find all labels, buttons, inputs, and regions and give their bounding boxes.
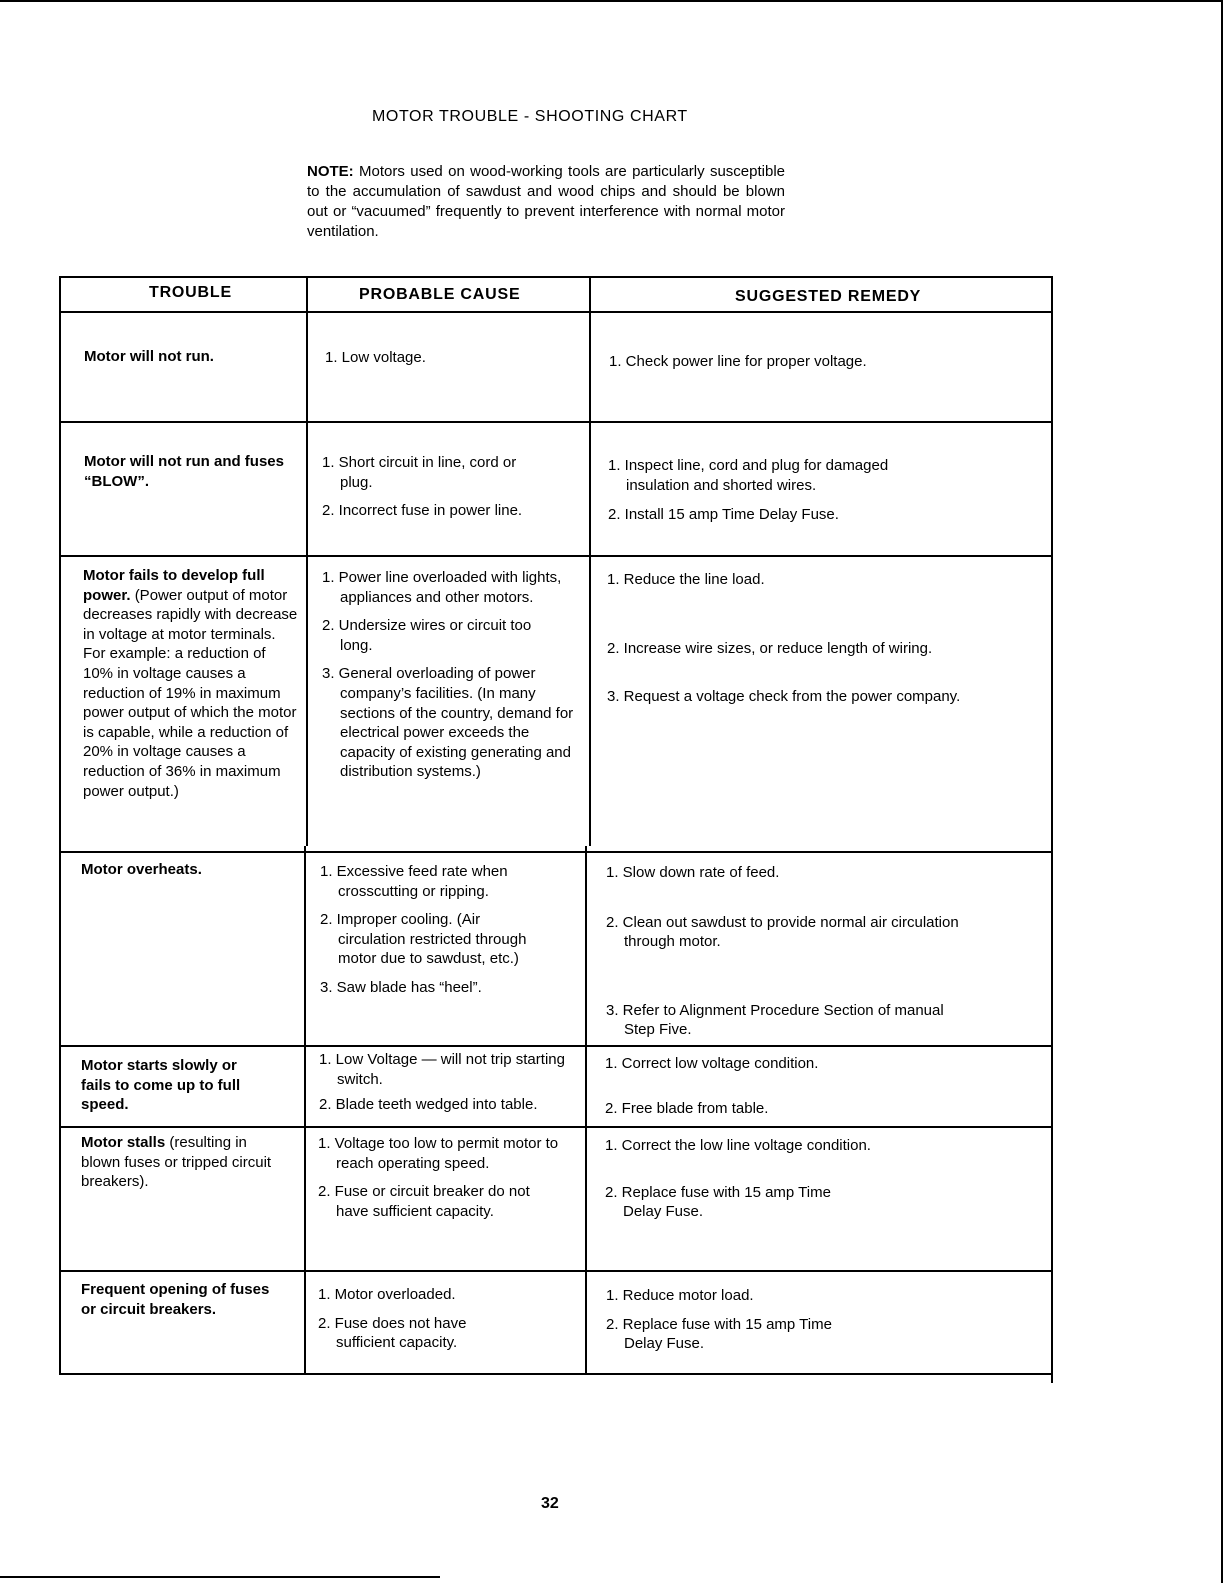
row-6-trouble-title: Motor stalls (81, 1134, 166, 1151)
row-4-causes (320, 862, 575, 998)
row-6-cause-2: 2. Fuse or circuit breaker do not have sufficient capacity. (318, 1183, 530, 1220)
row-3-trouble-title: Motor fails to develop full power. (83, 567, 265, 604)
column-divider-1-lower (304, 846, 306, 1374)
row-1-remedy-1: 1. Check power line for proper voltage. (609, 353, 867, 370)
row-4-trouble: Motor overheats. (81, 861, 202, 878)
row-2-causes (322, 453, 552, 521)
row-2-cause-2: 2. Incorrect fuse in power line. (322, 502, 523, 520)
row-4-remedy-2: 2. Clean out sawdust to provide normal air circulation through motor. (606, 913, 959, 951)
column-divider-2 (589, 276, 591, 846)
column-divider-2-lower (585, 846, 587, 1374)
row-3-trouble (83, 566, 298, 801)
header-probable-cause: PROBABLE CAUSE (359, 286, 521, 303)
row-6-remedy-1: 1. Correct the low line voltage condition. (605, 1137, 871, 1154)
row-6-trouble (81, 1133, 286, 1192)
row-2-remedy-2: 2. Install 15 amp Time Delay Fuse. (608, 506, 839, 524)
row-3-cause-1: 1. Power line overloaded with lights, appliances and other motors. (322, 569, 562, 606)
row-2-remedy-1: 1. Inspect line, cord and plug for damaged insulation and shorted wires. (608, 457, 889, 494)
row-divider-1 (59, 421, 1053, 423)
column-divider-1 (306, 276, 308, 846)
row-2-trouble: Motor will not run and fuses “BLOW”. (84, 453, 284, 490)
row-2-remedies (608, 456, 953, 525)
row-5-remedy-1: 1. Correct low voltage condition. (605, 1055, 819, 1072)
row-1-cause-1: 1. Low voltage. (325, 349, 426, 366)
row-6-cause-1: 1. Voltage too low to permit motor to reach operating speed. (318, 1135, 559, 1172)
row-3-causes (322, 568, 577, 782)
row-divider-6 (59, 1270, 1053, 1272)
row-4-remedy-1: 1. Slow down rate of feed. (606, 864, 780, 881)
row-5-remedy-2: 2. Free blade from table. (605, 1099, 769, 1117)
page-bottom-rule (0, 1576, 440, 1578)
row-6-trouble-note: (resulting in blown fuses or tripped circuit breakers). (81, 1134, 272, 1191)
row-3-cause-3: 3. General overloading of power company’s facilities. (In many sections of the country, demand for electrical power exceeds the capacity of existing generating and distribution systems.) (322, 665, 574, 781)
row-1-causes (325, 348, 580, 368)
header-trouble: TROUBLE (149, 284, 232, 301)
row-4-remedies (606, 863, 959, 1040)
page-number: 32 (541, 1495, 559, 1512)
row-4-cause-2: 2. Improper cooling. (Air circulation restricted through motor due to sawdust, etc.) (320, 911, 527, 968)
row-divider-4 (59, 1045, 1053, 1047)
note-label: NOTE: (307, 163, 354, 180)
row-3-remedies (607, 570, 1047, 707)
row-5-remedies (605, 1054, 1035, 1118)
row-1-trouble: Motor will not run. (84, 348, 214, 365)
row-7-cause-2: 2. Fuse does not have sufficient capacity. (318, 1314, 467, 1352)
row-1-remedies (609, 352, 1039, 372)
note-paragraph (307, 162, 785, 242)
table-right-border (1051, 276, 1053, 1383)
row-6-remedies (605, 1136, 1035, 1222)
row-5-trouble: Motor starts slowly or fails to come up to full speed. (81, 1057, 241, 1114)
row-3-remedy-3: 3. Request a voltage check from the power company. (607, 688, 961, 706)
header-divider (59, 311, 1053, 313)
row-7-remedy-2: 2. Replace fuse with 15 amp Time Delay Fuse. (606, 1315, 832, 1353)
row-divider-2 (59, 555, 1053, 557)
row-divider-5 (59, 1126, 1053, 1128)
row-7-causes (318, 1285, 573, 1353)
header-suggested-remedy: SUGGESTED REMEDY (735, 288, 922, 305)
row-4-cause-3: 3. Saw blade has “heel”. (320, 978, 482, 996)
row-4-cause-1: 1. Excessive feed rate when crosscutting or ripping. (320, 863, 508, 900)
row-6-remedy-2: 2. Replace fuse with 15 amp Time Delay Fuse. (605, 1183, 831, 1221)
chart-title: MOTOR TROUBLE - SHOOTING CHART (372, 108, 688, 125)
row-3-trouble-note: (Power output of motor decreases rapidly with decrease in voltage at motor terminals. For example: a reduction of 10% in voltage causes a reduction of 19% in maximum power output of which the motor is capable, while a reduction of 20% in voltage causes a reduction of 36% in maximum power output.) (83, 586, 298, 800)
row-5-cause-2: 2. Blade teeth wedged into table. (319, 1096, 538, 1114)
row-7-remedies (606, 1286, 1036, 1354)
note-text: Motors used on wood-working tools are particularly susceptible to the accumulation of sawdust and wood chips and should be blown out or “vacuumed” frequently to prevent interference with normal motor ventilation. (307, 163, 786, 240)
row-2-cause-1: 1. Short circuit in line, cord or plug. (322, 454, 517, 491)
row-3-remedy-2: 2. Increase wire sizes, or reduce length of wiring. (607, 639, 933, 657)
row-7-remedy-1: 1. Reduce motor load. (606, 1287, 754, 1304)
row-7-cause-1: 1. Motor overloaded. (318, 1286, 456, 1303)
row-divider-3 (59, 851, 1053, 853)
row-5-causes (319, 1050, 584, 1115)
row-5-cause-1: 1. Low Voltage — will not trip starting switch. (319, 1051, 565, 1088)
row-3-cause-2: 2. Undersize wires or circuit too long. (322, 617, 532, 654)
row-3-remedy-1: 1. Reduce the line load. (607, 571, 765, 588)
row-6-causes (318, 1134, 573, 1221)
page-top-border (0, 0, 1223, 2)
row-4-remedy-3: 3. Refer to Alignment Procedure Section of manual Step Five. (606, 1001, 944, 1039)
row-7-trouble: Frequent opening of fuses or circuit breakers. (81, 1281, 270, 1318)
